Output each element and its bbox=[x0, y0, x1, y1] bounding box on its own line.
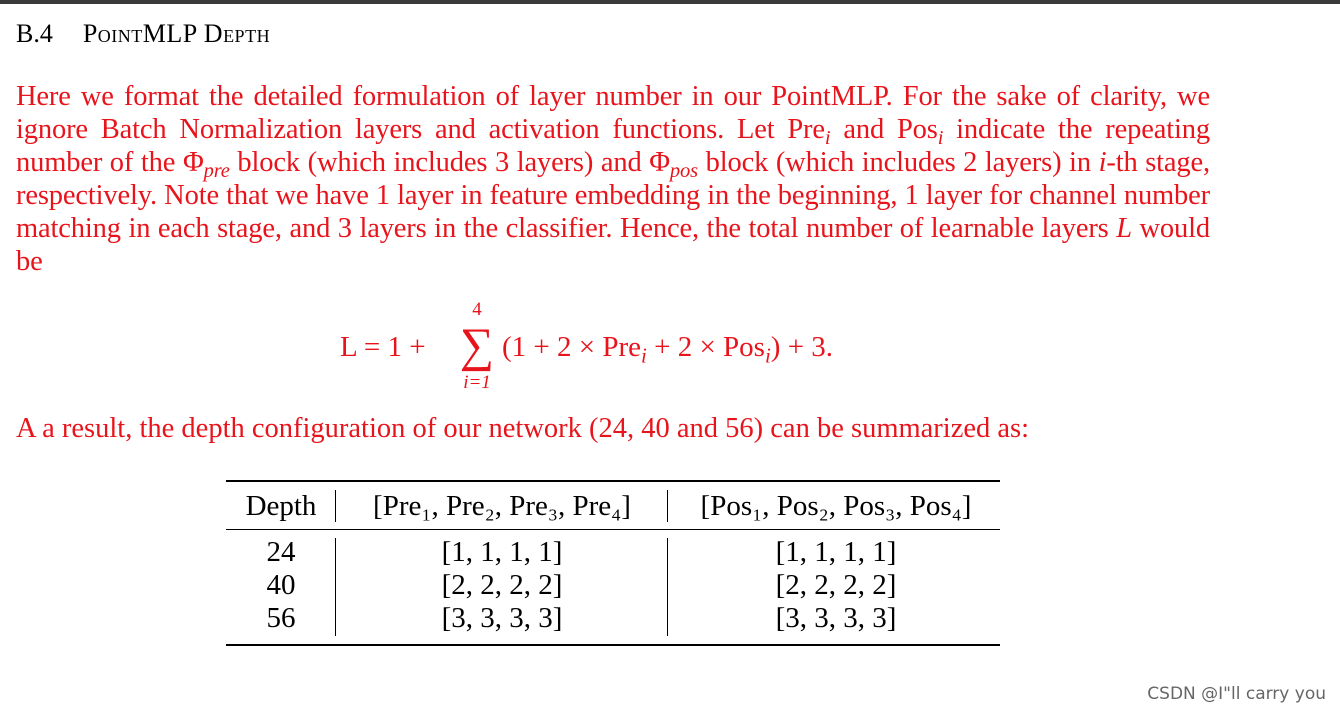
header-pre: [Pre₁, Pre₂, Pre₃, Pre₄] bbox=[373, 490, 631, 522]
csdn-watermark: CSDN @I"ll carry you bbox=[1147, 684, 1326, 704]
index-i: i bbox=[824, 127, 831, 150]
paragraph-text: block (which includes 3 layers) and bbox=[229, 147, 650, 178]
pos-cell: [2, 2, 2, 2] bbox=[775, 569, 897, 601]
depth-table bbox=[226, 478, 1000, 648]
equation-index: i bbox=[764, 343, 771, 368]
paragraph-text: and bbox=[830, 114, 897, 145]
column-divider bbox=[667, 538, 668, 636]
header-depth: Depth bbox=[245, 490, 317, 522]
pre-cell: [3, 3, 3, 3] bbox=[441, 602, 563, 634]
phi-symbol: Φ bbox=[182, 147, 204, 178]
depth-cell: 56 bbox=[266, 602, 296, 634]
pre-subscript: pre bbox=[203, 160, 230, 183]
column-divider bbox=[335, 490, 336, 522]
paragraph-text: -th stage, respectively. Note that we have 1 layer in feature embedding in the beginning, 1 layer for channel number matching in each stage, and 3 layers in the classifier. Hence, the total number of learnable layers bbox=[16, 147, 1211, 244]
sigma-symbol: ∑ bbox=[459, 319, 495, 372]
equation-index: i bbox=[641, 343, 647, 368]
result-sentence: A a result, the depth configuration of our network (24, 40 and 56) can be summarized as: bbox=[16, 413, 1030, 444]
equation-term: + 2 × Pos bbox=[646, 331, 765, 363]
pre-cell: [1, 1, 1, 1] bbox=[441, 536, 563, 568]
section-title: PointMLP Depth bbox=[82, 19, 271, 48]
table-bottom-rule bbox=[226, 644, 1000, 646]
body-paragraph bbox=[16, 80, 1210, 278]
pos-cell: [3, 3, 3, 3] bbox=[775, 602, 897, 634]
depth-cell: 40 bbox=[266, 569, 296, 601]
paragraph-text: block (which includes 2 layers) in bbox=[697, 147, 1099, 178]
pre-cell: [2, 2, 2, 2] bbox=[441, 569, 563, 601]
pre-symbol: Pre bbox=[787, 114, 825, 145]
pos-subscript: pos bbox=[669, 160, 698, 183]
equation-term: ) + 3. bbox=[770, 331, 834, 363]
section-number: B.4 bbox=[16, 19, 53, 48]
depth-cell: 24 bbox=[266, 536, 296, 568]
header-pos: [Pos₁, Pos₂, Pos₃, Pos₄] bbox=[700, 490, 972, 522]
pos-symbol: Pos bbox=[896, 114, 938, 145]
section-heading bbox=[16, 18, 270, 50]
pos-cell: [1, 1, 1, 1] bbox=[775, 536, 897, 568]
paragraph-text: Here we format the detailed formulation of layer number in our PointMLP. For the sake of clarity, we ignore Batch Normalization layers and activation functions. Let bbox=[16, 81, 1210, 145]
column-divider bbox=[667, 490, 668, 522]
equation-term: (1 + 2 × Pre bbox=[502, 331, 642, 363]
table-top-rule bbox=[226, 480, 1000, 482]
equation-lhs: L = 1 + bbox=[340, 331, 426, 363]
paragraph-text: would be bbox=[16, 213, 1210, 277]
index-i: i bbox=[1098, 147, 1107, 178]
L-symbol: L bbox=[1116, 213, 1132, 244]
paragraph-text: indicate the repeating number of the bbox=[16, 114, 1210, 178]
index-i: i bbox=[937, 127, 944, 150]
equation-rhs bbox=[502, 330, 834, 368]
sum-lower-limit: i=1 bbox=[463, 372, 491, 393]
sum-upper-limit: 4 bbox=[472, 299, 482, 320]
column-divider bbox=[335, 538, 336, 636]
table-header-rule bbox=[226, 529, 1000, 530]
top-rule bbox=[0, 0, 1340, 4]
phi-symbol: Φ bbox=[649, 147, 670, 178]
